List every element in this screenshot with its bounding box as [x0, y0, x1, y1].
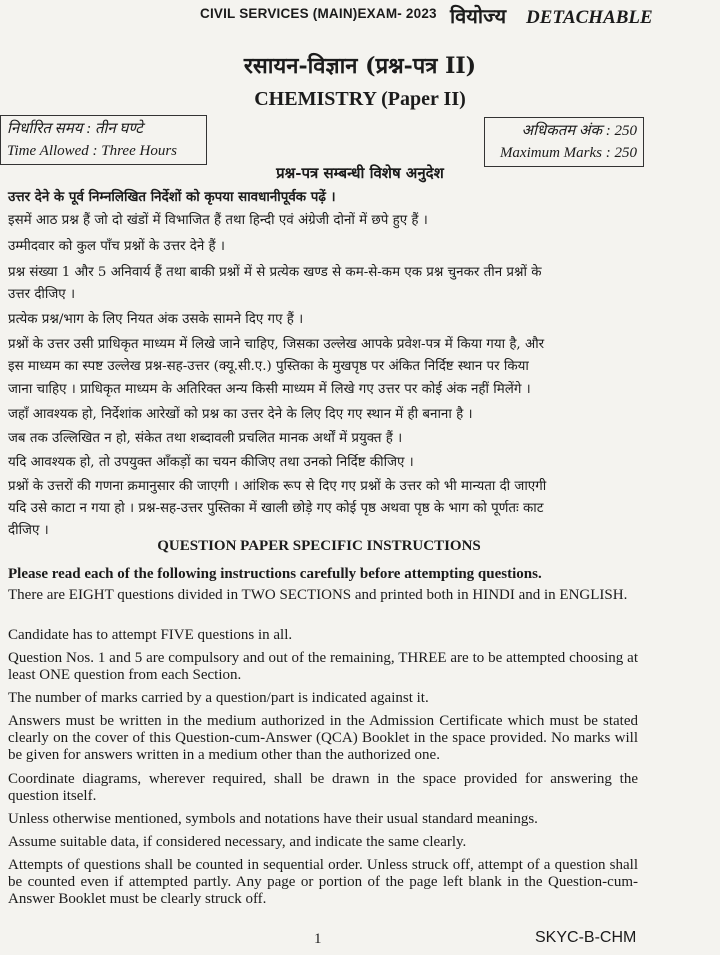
- english-instruction-item: There are EIGHT questions divided in TWO SECTIONS and printed both in HINDI and in ENGLISH.: [8, 587, 628, 603]
- hindi-line: प्रत्येक प्रश्न/भाग के लिए नियत अंक उसके सामने दिए गए हैं ।: [8, 312, 304, 327]
- page-number: 1: [314, 931, 322, 947]
- time-allowed-english: Time Allowed : Three Hours: [7, 143, 178, 159]
- hindi-line: यदि आवश्यक हो, तो उपयुक्त आँकड़ों का चयन कीजिए तथा उनको निर्दिष्ट कीजिए ।: [8, 455, 414, 470]
- exam-name: CIVIL SERVICES (MAIN)EXAM- 2023: [200, 6, 437, 21]
- english-instruction-item: Attempts of questions shall be counted in sequential order. Unless struck off, attempt of a question shall be counted even if attempted partly. Any page or portion of the page left blank in the Question-cum-Answer Booklet must be clearly struck off.: [8, 857, 638, 907]
- hindi-line: इस माध्यम का स्पष्ट उल्लेख प्रश्न-सह-उत्तर (क्यू.सी.ए.) पुस्तिका के मुखपृष्ठ पर अंकित निर्दिष्ट स्थान पर किया: [8, 359, 529, 374]
- english-instruction-item: The number of marks carried by a question/part is indicated against it.: [8, 690, 429, 706]
- hindi-line: उम्मीदवार को कुल पाँच प्रश्नों के उत्तर देने हैं ।: [8, 239, 225, 254]
- hindi-line: जहाँ आवश्यक हो, निर्देशांक आरेखों को प्रश्न का उत्तर देने के लिए दिए गए स्थान में ही बनाना है ।: [8, 407, 473, 422]
- time-allowed-box: [0, 115, 207, 165]
- hindi-line: इसमें आठ प्रश्न हैं जो दो खंडों में विभाजित हैं तथा हिन्दी एवं अंग्रेजी दोनों में छपे हुए हैं ।: [8, 213, 428, 228]
- hindi-line: यदि उसे काटा न गया हो । प्रश्न-सह-उत्तर पुस्तिका में खाली छोड़े गए कोई पृष्ठ अथवा पृष्ठ के भाग को पूर्णतः काट: [8, 501, 544, 516]
- paper-title-hindi: रसायन-विज्ञान (प्रश्न-पत्र II): [243, 53, 477, 79]
- hindi-line: जब तक उल्लिखित न हो, संकेत तथा शब्दावली प्रचलित मानक अर्थों में प्रयुक्त हैं ।: [8, 431, 403, 446]
- english-instruction-item: Coordinate diagrams, wherever required, shall be drawn in the space provided for answering the question itself.: [8, 771, 638, 804]
- time-allowed-hindi: निर्धारित समय : तीन घण्टे: [7, 121, 143, 137]
- english-instruction-item: Candidate has to attempt FIVE questions in all.: [8, 627, 293, 643]
- maximum-marks-box: [484, 117, 644, 167]
- detachable-label-english: DETACHABLE: [526, 7, 653, 28]
- paper-title-english: CHEMISTRY (Paper II): [254, 88, 466, 110]
- hindi-line: प्रश्नों के उत्तर उसी प्राधिकृत माध्यम में लिखे जाने चाहिए, जिसका उल्लेख आपके प्रवेश-पत्र में किया गया है, और: [8, 337, 545, 352]
- detachable-label-hindi: वियोज्य: [450, 4, 507, 28]
- hindi-line: प्रश्न संख्या 1 और 5 अनिवार्य हैं तथा बाकी प्रश्नों में से प्रत्येक खण्ड से कम-से-कम एक प्रश्न चुनकर तीन प्रश्नों के: [8, 265, 542, 280]
- paper-code: SKYC-B-CHM: [535, 929, 637, 946]
- hindi-instructions-intro: उत्तर देने के पूर्व निम्नलिखित निर्देशों को कृपया सावधानीपूर्वक पढ़ें ।: [8, 189, 336, 205]
- hindi-line: उत्तर दीजिए ।: [8, 287, 76, 302]
- english-instructions-heading: QUESTION PAPER SPECIFIC INSTRUCTIONS: [157, 538, 481, 554]
- english-instruction-item: Unless otherwise mentioned, symbols and notations have their usual standard meanings.: [8, 811, 538, 827]
- hindi-line: दीजिए ।: [8, 523, 49, 538]
- english-instruction-item: Answers must be written in the medium authorized in the Admission Certificate which must be stated clearly on the cover of this Question-cum-Answer (QCA) Booklet in the space provided. No marks will be given for answers written in a medium other than the authorized one.: [8, 713, 638, 763]
- english-instructions-intro: Please read each of the following instructions carefully before attempting questions.: [8, 566, 542, 582]
- english-instruction-item: Question Nos. 1 and 5 are compulsory and out of the remaining, THREE are to be attempted choosing at least ONE question from each Section.: [8, 650, 638, 683]
- hindi-line: जाना चाहिए । प्राधिकृत माध्यम के अतिरिक्त अन्य किसी माध्यम में लिखे गए उत्तर पर कोई अंक नहीं मिलेंगे ।: [8, 382, 531, 397]
- maximum-marks-hindi: अधिकतम अंक : 250: [521, 123, 637, 139]
- hindi-line: प्रश्नों के उत्तरों की गणना क्रमानुसार की जाएगी । आंशिक रूप से दिए गए प्रश्नों के उत्तर को भी मान्यता दी जाएगी: [8, 479, 547, 494]
- english-instruction-item: Assume suitable data, if considered necessary, and indicate the same clearly.: [8, 834, 467, 850]
- maximum-marks-english: Maximum Marks : 250: [499, 145, 637, 161]
- hindi-instructions-heading: प्रश्न-पत्र सम्बन्धी विशेष अनुदेश: [276, 164, 444, 182]
